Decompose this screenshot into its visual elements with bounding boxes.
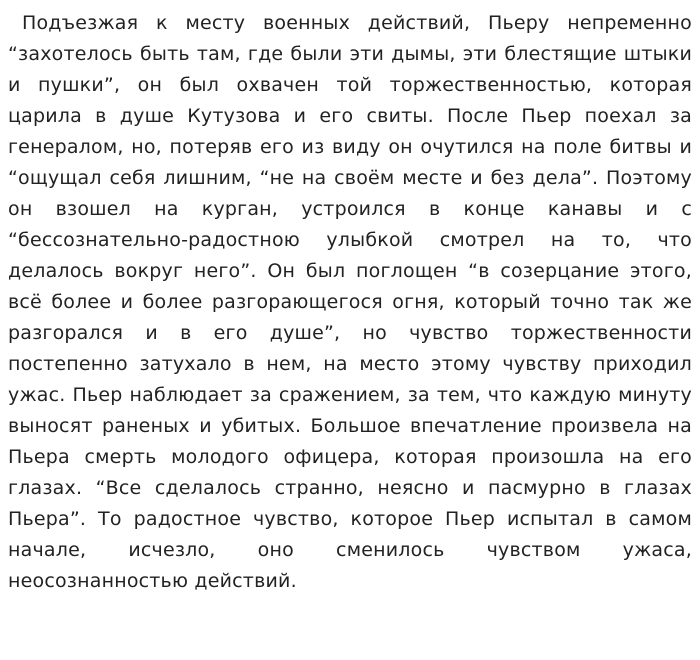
document-body [8, 8, 692, 597]
essay-paragraph: Подъезжая к месту военных действий, Пьеру непременно “захотелось быть там, где были эти дымы, эти блестящие штыки и пушки”, он был охвачен той торжественностью, которая царила в душе Кутузова и его свиты. После Пьер поехал за генералом, но, потеряв его из виду он очутился на поле битвы и “ощущал себя лишним, “не на своём месте и без дела”. Поэтому он взошел на курган, устроился в конце канавы и с “бессознательно-радостною улыбкой смотрел на то, что делалось вокруг него”. Он был поглощен “в созерцание этого, всё более и более разгорающегося огня, который точно так же разгорался и в его душе”, но чувство торжественности постепенно затухало в нем, на место этому чувству приходил ужас. Пьер наблюдает за сражением, за тем, что каждую минуту выносят раненых и убитых. Большое впечатление произвела на Пьера смерть молодого офицера, которая произошла на его глазах. “Все сделалось странно, неясно и пасмурно в глазах Пьера”. То радостное чувство, которое Пьер испытал в самом начале, исчезло, оно сменилось чувством ужаса, неосознанностью действий. [8, 12, 692, 592]
